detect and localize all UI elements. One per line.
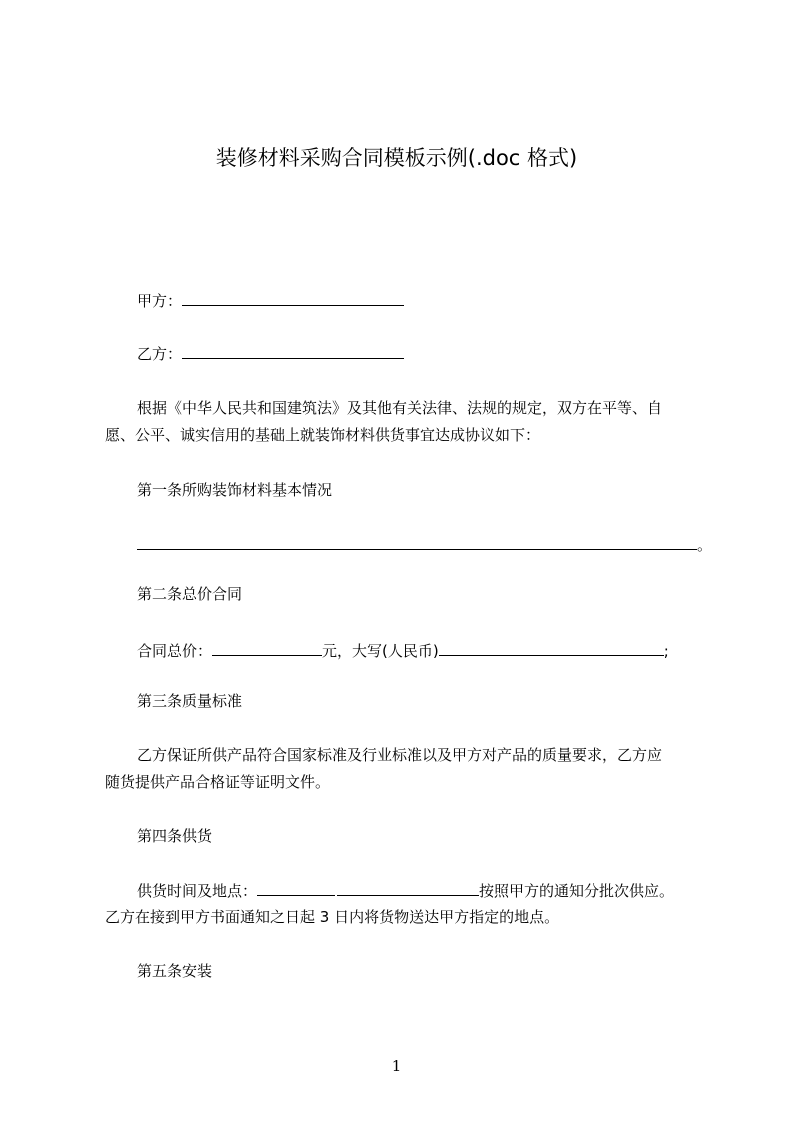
price-words-blank xyxy=(439,640,664,656)
materials-blank xyxy=(137,534,697,550)
party-a-label: 甲方： xyxy=(137,292,183,310)
price-amount-blank xyxy=(212,640,322,656)
price-label: 合同总价： xyxy=(137,642,213,660)
price-end: ; xyxy=(663,642,669,660)
price-line xyxy=(137,640,669,661)
article-2-heading: 第二条总价合同 xyxy=(137,585,243,603)
intro-line-2: 愿、公平、诚实信用的基础上就装饰材料供货事宜达成协议如下： xyxy=(105,426,541,444)
intro-line-1: 根据《中华人民共和国建筑法》及其他有关法律、法规的规定，双方在平等、自 xyxy=(137,399,663,417)
document-title: 装修材料采购合同模板示例(.doc 格式) xyxy=(215,146,578,170)
party-b-line xyxy=(137,343,404,364)
supply-label: 供货时间及地点： xyxy=(137,882,258,900)
party-b-label: 乙方： xyxy=(137,345,183,363)
supply-line-1 xyxy=(137,880,674,901)
article-5-heading: 第五条安装 xyxy=(137,962,213,980)
party-a-line xyxy=(137,290,404,311)
party-a-blank xyxy=(182,290,404,306)
article-3-heading: 第三条质量标准 xyxy=(137,692,243,710)
party-b-blank xyxy=(182,343,404,359)
article-1-end: 。 xyxy=(697,536,713,554)
quality-line-2: 随货提供产品合格证等证明文件。 xyxy=(105,773,331,791)
page-number: 1 xyxy=(391,1057,402,1075)
article-4-heading: 第四条供货 xyxy=(137,827,213,845)
article-1-heading: 第一条所购装饰材料基本情况 xyxy=(137,481,333,499)
supply-text: 按照甲方的通知分批次供应。 xyxy=(479,882,675,900)
supply-time-blank xyxy=(257,880,335,896)
supply-place-blank xyxy=(337,880,479,896)
article-1-blank-line xyxy=(137,534,712,555)
supply-line-2: 乙方在接到甲方书面通知之日起 3 日内将货物送达甲方指定的地点。 xyxy=(105,908,560,926)
quality-line-1: 乙方保证所供产品符合国家标准及行业标准以及甲方对产品的质量要求，乙方应 xyxy=(137,746,663,764)
price-unit: 元，大写(人民币) xyxy=(322,642,439,660)
